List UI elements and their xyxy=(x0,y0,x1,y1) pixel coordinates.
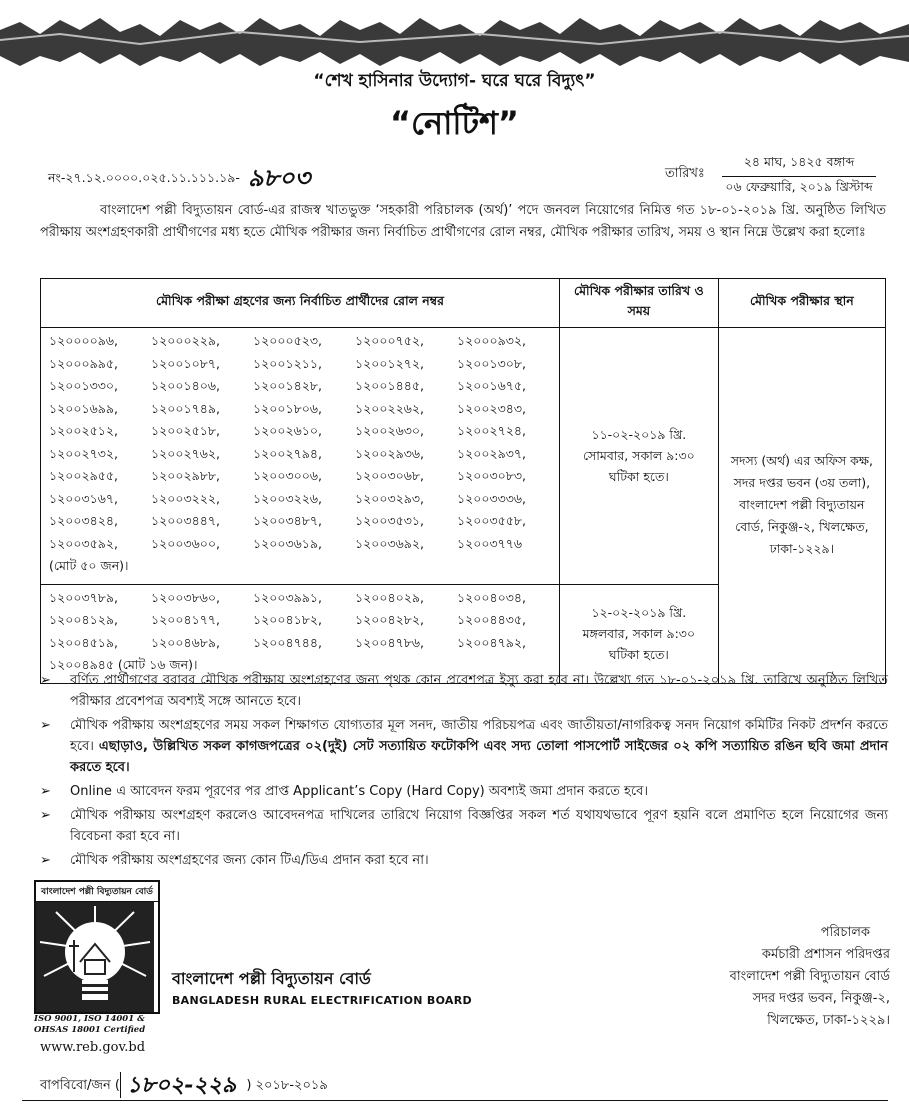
roll-number: ১২০০৪৫১৯, xyxy=(49,634,118,650)
roll-number: ১২০০৪৭৯২, xyxy=(457,634,526,650)
roll-number: ১২০০২৯৩৭, xyxy=(457,445,526,461)
instruction-text: মৌখিক পরীক্ষায় অংশগ্রহণ করলেও আবেদনপত্র দাখিলের তারিখে নিয়োগ বিজ্ঞপ্তির সকল শর্ত যথাযথভাবে পূরণ হয়নি বলে প্রমাণিত হলে নিয়োগের জন্য বিবেচনা করা হবে না। xyxy=(70,808,888,844)
signature-line: কর্মচারী প্রশাসন পরিদপ্তর xyxy=(761,947,890,962)
certification-text: ISO 9001, ISO 14001 & OHSAS 18001 Certified xyxy=(34,1014,146,1035)
date-time-group-1 xyxy=(560,328,719,585)
memo-handwritten: ৯৮০৩ xyxy=(247,163,311,192)
date-box xyxy=(722,152,876,201)
instruction-text: মৌখিক পরীক্ষায় অংশগ্রহণের জন্য কোন টিএ/ডিএ প্রদান করা হবে না। xyxy=(70,853,429,868)
instruction-text: বর্ণিত প্রার্থীগণের বরাবর মৌখিক পরীক্ষায় অংশগ্রহণের জন্য পৃথক কোন প্রবেশপত্র ইস্যু করা হবে না। উল্লেখ্য গত ১৮-০১-২০১৯ খ্রি. তারিখে অনুষ্ঠিত লিখিত পরীক্ষার প্রবেশপত্র অবশ্যই সঙ্গে আনতে হবে। xyxy=(70,673,888,709)
time-suffix-group-1: ঘটিকা হতে। xyxy=(608,469,669,485)
roll-number: ১২০০২৯৫৫, xyxy=(49,468,118,484)
instruction-bold-text: এছাড়াও, উল্লিখিত সকল কাগজপত্রের ০২(দুই) সেট সত্যায়িত ফটোকপি এবং সদ্য তোলা পাসপোর্ট সাইজের ০২ কপি সত্যায়িত রঙিন ছবি জমা প্রদান করতে হবে। xyxy=(70,739,888,775)
instruction-list xyxy=(40,670,888,874)
roll-number: ১২০০৩২৯৩, xyxy=(355,490,424,506)
roll-row xyxy=(49,332,559,355)
signature-line: খিলক্ষেত, ঢাকা-১২২৯। xyxy=(767,1013,890,1028)
roll-number: ১২০০২৩৪৩, xyxy=(457,400,526,416)
roll-row xyxy=(49,422,559,445)
roll-number: ১২০০৪৪৩৫, xyxy=(457,612,526,628)
arrow-bullet-icon: ➢ xyxy=(40,853,51,868)
instruction-item xyxy=(40,781,888,802)
roll-row xyxy=(49,512,559,535)
roll-number: ১২০০২৬১০, xyxy=(253,423,322,439)
roll-number: ১২০০৩৬৯২, xyxy=(355,535,424,551)
roll-number: ১২০০০৯৩২, xyxy=(457,333,526,349)
roll-number: ১২০০২৭৩২, xyxy=(49,445,118,461)
roll-row xyxy=(49,445,559,468)
instruction-item xyxy=(40,670,888,712)
intro-paragraph xyxy=(40,200,886,244)
roll-number: ১২০০২৫১২, xyxy=(49,423,118,439)
website-link[interactable]: www.reb.gov.bd xyxy=(40,1040,146,1055)
date-english: ০৬ ফেব্রুয়ারি, ২০১৯ খ্রিস্টাব্দ xyxy=(725,179,873,194)
roll-number: ১২০০৩৪২৪, xyxy=(49,513,118,529)
bottom-divider xyxy=(22,1100,888,1101)
roll-number: ১২০০১৩০৮, xyxy=(457,355,526,371)
header-roll-numbers: মৌখিক পরীক্ষা গ্রহণের জন্য নির্বাচিত প্রার্থীদের রোল নম্বর xyxy=(41,279,560,328)
roll-number: ১২০০২৭৯৪, xyxy=(253,445,322,461)
roll-row xyxy=(49,355,559,378)
roll-number: ১২০০৩৪৮৭, xyxy=(253,513,322,529)
time-suffix-group-2: ঘটিকা হতে। xyxy=(608,647,669,662)
roll-number: ১২০০২৭২৪, xyxy=(457,423,526,439)
roll-number: ১২০০৪৭৪৪, xyxy=(253,634,322,650)
roll-number: ১২০০১৬৯৯, xyxy=(49,400,118,416)
day-time-group-1: সোমবার, সকাল ৯:৩০ xyxy=(582,448,695,464)
roll-number: ১২০০১৭৪৯, xyxy=(151,400,220,416)
roll-number: ১২০০০৫২৩, xyxy=(253,333,322,349)
lightbulb-logo-icon xyxy=(36,902,154,1012)
roll-row xyxy=(49,467,559,490)
roll-number: ১২০০০২২৯, xyxy=(151,333,220,349)
roll-number: ১২০০৩৫৯২, xyxy=(49,535,118,551)
roll-number: ১২০০৩১৬৭, xyxy=(49,490,118,506)
memo-number-text: নং-২৭.১২.০০০০.০২৫.১১.১১১.১৯- xyxy=(48,170,240,185)
org-name-english: BANGLADESH RURAL ELECTRIFICATION BOARD xyxy=(172,994,472,1007)
roll-number: ১২০০১২১১, xyxy=(253,355,322,371)
roll-number: ১২০০৩৬১৯, xyxy=(253,535,322,551)
roll-number: ১২০০৩২২২, xyxy=(151,490,220,506)
roll-number: ১২০০৩০৬৮, xyxy=(355,468,424,484)
org-name-bangla: বাংলাদেশ পল্লী বিদ্যুতায়ন বোর্ড xyxy=(172,969,371,988)
date-group-2: ১২-০২-২০১৯ খ্রি. xyxy=(591,605,687,620)
roll-row xyxy=(49,634,559,657)
arrow-bullet-icon: ➢ xyxy=(40,808,51,823)
roll-number: ১২০০৪৭৮৬, xyxy=(355,634,424,650)
roll-number: ১২০০৪১৮২, xyxy=(253,612,322,628)
instruction-item xyxy=(40,715,888,778)
signature-block xyxy=(630,922,890,1032)
footer-ref-handwritten: ১৮০২-২২৯ xyxy=(120,1072,242,1098)
header-date-time: মৌখিক পরীক্ষার তারিখ ও সময় xyxy=(560,279,719,328)
day-time-group-2: মঙ্গলবার, সকাল ৯:৩০ xyxy=(582,626,696,641)
date-time-group-2 xyxy=(560,584,719,683)
signature-line: বাংলাদেশ পল্লী বিদ্যুতায়ন বোর্ড xyxy=(729,969,890,984)
footer-ref-prefix: বাপবিবো/জন xyxy=(40,1078,111,1093)
arrow-bullet-icon: ➢ xyxy=(40,673,51,688)
roll-number: ১২০০৩৮৬০, xyxy=(151,589,220,605)
date-bangla: ২৪ মাঘ, ১৪২৫ বঙ্গাব্দ xyxy=(722,152,876,177)
roll-number: ১২০০১২৭২, xyxy=(355,355,424,371)
roll-number: ১২০০০৯৯৫, xyxy=(49,355,118,371)
roll-row xyxy=(49,490,559,513)
roll-number: ১২০০১৮০৬, xyxy=(253,400,322,416)
roll-row xyxy=(49,377,559,400)
roll-number: ১২০০০৭৫২, xyxy=(355,333,424,349)
roll-number: ১২০০৩৭৮৯, xyxy=(49,589,118,605)
footer-reference: বাপবিবো/জন ( ১৮০২-২২৯ ) ২০১৮-২০১৯ xyxy=(40,1072,328,1098)
roll-number: ১২০০১০৮৭, xyxy=(151,355,220,371)
instruction-text: Online এ আবেদন ফরম পূরণের পর প্রাপ্ত Applicant’s Copy (Hard Copy) অবশ্যই জমা প্রদান করতে হবে। xyxy=(70,784,648,799)
roll-number: ১২০০১৪০৬, xyxy=(151,378,220,394)
slogan: “শেখ হাসিনার উদ্যোগ- ঘরে ঘরে বিদ্যুৎ” xyxy=(313,71,596,91)
intro-text: বাংলাদেশ পল্লী বিদ্যুতায়ন বোর্ড-এর রাজস্ব খাতভুক্ত ‘সহকারী পরিচালক (অর্থ)’ পদে জনবল নিয়োগের নিমিত্ত গত ১৮-০১-২০১৯ খ্রি. অনুষ্ঠিত লিখিত পরীক্ষায় অংশগ্রহণকারী প্রার্থীগণের মধ্য হতে মৌখিক পরীক্ষার জন্য নির্বাচিত প্রার্থীগণের রোল নম্বর, মৌখিক পরীক্ষার তারিখ, সময় ও স্থান নিম্নে উল্লেখ করা হলোঃ xyxy=(40,203,886,240)
roll-number: ১২০০৩৯৯১, xyxy=(253,589,322,605)
roll-number: ১২০০৩৫৩১, xyxy=(355,513,424,529)
roll-number: ১২০০২৭৬২, xyxy=(151,445,220,461)
roll-number: ১২০০৪৬৮৯, xyxy=(151,634,220,650)
date-group-1: ১১-০২-২০১৯ খ্রি. xyxy=(591,427,687,443)
instruction-item xyxy=(40,805,888,847)
roll-number-table xyxy=(40,278,886,684)
roll-row xyxy=(49,400,559,423)
roll-number: ১২০০২৬৩০, xyxy=(355,423,424,439)
roll-number: ১২০০৩০০৬, xyxy=(253,468,322,484)
memo-number xyxy=(48,160,310,200)
roll-number: ১২০০৩২২৬, xyxy=(253,490,322,506)
roll-row xyxy=(49,535,559,558)
logo-header: বাংলাদেশ পল্লী বিদ্যুতায়ন বোর্ড xyxy=(36,882,158,902)
instruction-item xyxy=(40,850,888,871)
roll-number: ১২০০১৪৪৫, xyxy=(355,378,424,394)
footer-ref-suffix: ) ২০১৮-২০১৯ xyxy=(246,1078,328,1093)
roll-number: ১২০০৩৩৩৬, xyxy=(457,490,526,506)
roll-number: ১২০০৪০৩৪, xyxy=(457,589,526,605)
roll-number: ১২০০৩০৮৩, xyxy=(457,468,526,484)
arrow-bullet-icon: ➢ xyxy=(40,718,51,733)
signature-title: পরিচালক xyxy=(820,925,870,940)
instruction-text: মৌখিক পরীক্ষায় অংশগ্রহণের সময় সকল শিক্ষাগত যোগ্যতার মূল সনদ, জাতীয় পরিচয়পত্র এবং জাতীয়তা/নাগরিকত্ব সনদ নিয়োগ কমিটির নিকট প্রদর্শন করতে হবে। xyxy=(70,718,888,754)
roll-number: ১২০০৩৫৫৮, xyxy=(457,513,526,529)
roll-number: ১২০০২২৬২, xyxy=(355,400,424,416)
signature-line: সদর দপ্তর ভবন, নিকুঞ্জ-২, xyxy=(752,991,890,1006)
roll-number: ১২০০৪০২৯, xyxy=(355,589,424,605)
roll-number: ১২০০১৪২৮, xyxy=(253,378,322,394)
venue-cell: সদস্য (অর্থ) এর অফিস কক্ষ, সদর দপ্তর ভবন (৩য় তলা), বাংলাদেশ পল্লী বিদ্যুতায়ন বোর্ড, নিকুঞ্জ-২, খিলক্ষেত, ঢাকা-১২২৯। xyxy=(718,328,885,684)
roll-number: ১২০০৪১২৯, xyxy=(49,612,118,628)
roll-total: (মোট ৫০ জন)। xyxy=(49,558,129,574)
notice-title: “নোটিশ” xyxy=(390,104,519,142)
roll-number: ১২০০৪১৭৭, xyxy=(151,612,220,628)
roll-number: ১২০০১৬৭৫, xyxy=(457,378,526,394)
roll-number: ১২০০৩৬০০, xyxy=(151,535,220,551)
roll-row xyxy=(49,589,559,612)
roll-list-group-1 xyxy=(41,328,560,585)
table-row-group-1 xyxy=(41,328,886,585)
roll-row xyxy=(49,611,559,634)
header-venue: মৌখিক পরীক্ষার স্থান xyxy=(718,279,885,328)
table-header-row xyxy=(41,279,886,328)
roll-number: ১২০০৩৪৪৭, xyxy=(151,513,220,529)
reb-logo xyxy=(34,880,160,1014)
date-label: তারিখঃ xyxy=(665,166,705,181)
roll-number: ১২০০৩৭৭৬ xyxy=(457,535,523,551)
roll-number: ১২০০২৯৩৬, xyxy=(355,445,424,461)
roll-number: ১২০০৪২৮২, xyxy=(355,612,424,628)
roll-number: ১২০০০০৯৬, xyxy=(49,333,118,349)
roll-number: ১২০০২৯৮৮, xyxy=(151,468,220,484)
roll-number: ১২০০২৫১৮, xyxy=(151,423,220,439)
arrow-bullet-icon: ➢ xyxy=(40,784,51,799)
roll-number: ১২০০১৩৩০, xyxy=(49,378,118,394)
roll-list-group-2 xyxy=(41,584,560,683)
roll-total: ১২০০৪৯৪৫ (মোট ১৬ জন)। xyxy=(49,657,198,673)
